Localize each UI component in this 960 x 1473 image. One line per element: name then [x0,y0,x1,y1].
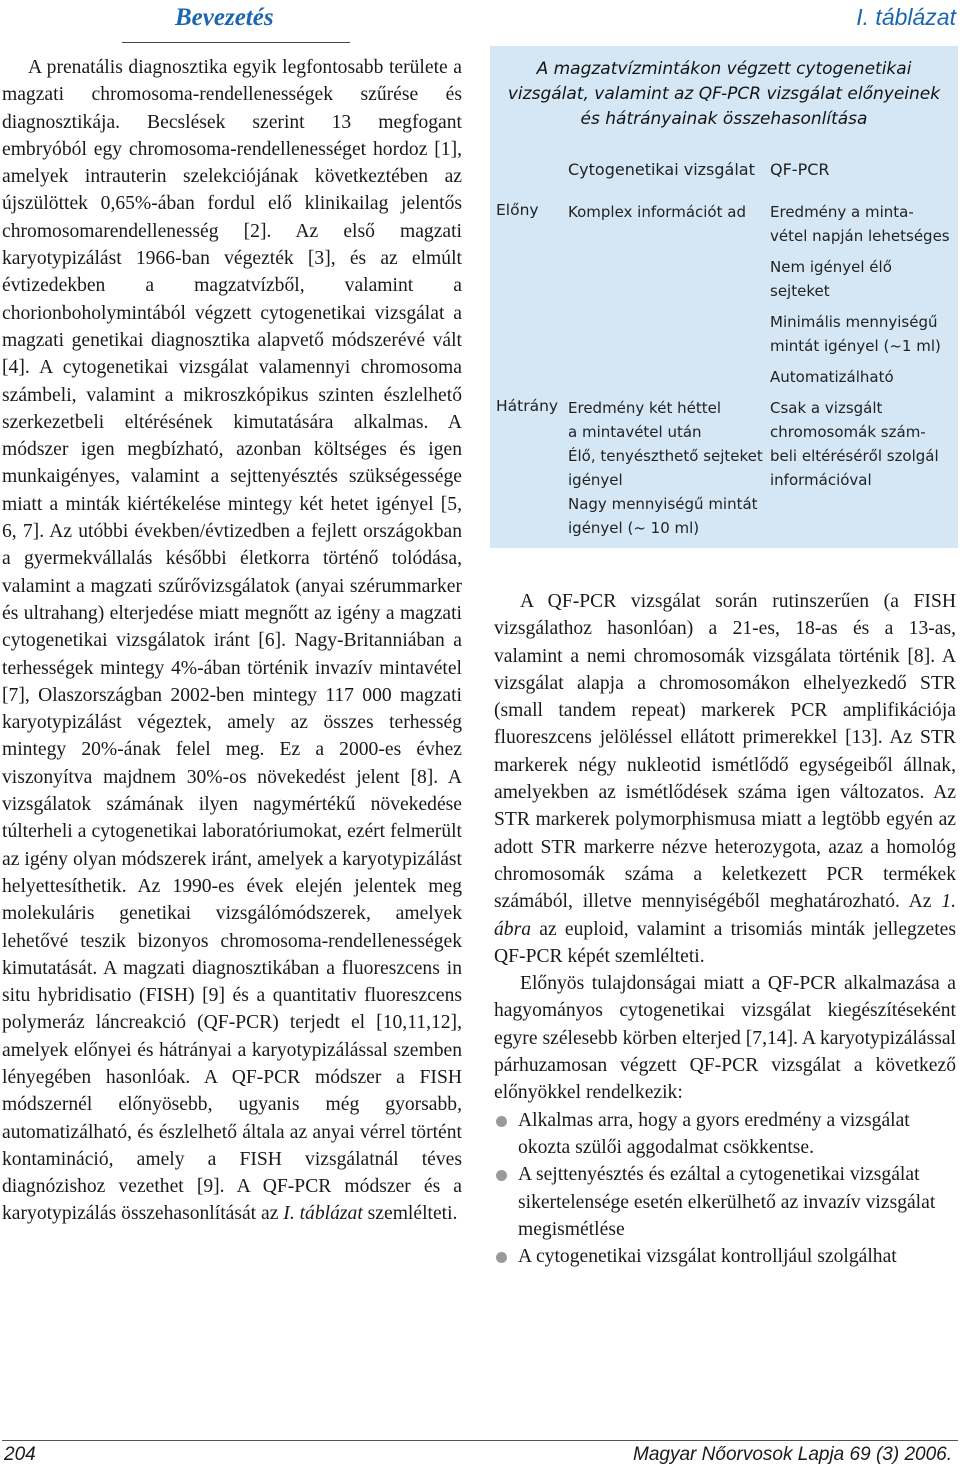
journal-citation: Magyar Nőorvosok Lapja 69 (3) 2006. [633,1444,952,1465]
cell-advantage-qfpcr [770,200,950,389]
intro-text: A prenatális diagnosztika egyik legfontosabb területe a magzati chromosoma-rendellenességek szűrése és diagnosztikája. Becslések szerint 13 megfogant embryóból egy chromosoma-rendellenességet hordoz [1], amelyek intrauterin szelekciójának következtében az újszülöttek 0,65%-ában fordul elő klinikailag jelentős chromosomarendellenesség [2]. Az első magzati karyotypizálást 1966-ban végezték [3], és az elmúlt évtizedekben a magzatvízből, valamint a chorionboholymintából végzett cytogenetikai vizsgálat a magzati genetikai diagnosztika alapvető módszerévé vált [4]. A cytogenetikai vizsgálat valamennyi chromosoma számbeli, valamint a mikroszkópikus szinten észlelhető szerkezetbeli eltérésének kimutatására alkalmas. A módszer igen megbízható, azonban költséges és igen munkaigényes, valamint a sejttenyésztés szükségessége miatt a minták kiértékelése mintegy két hetet igényel [5, 6, 7]. Az utóbbi években/évtizedben a fejlett országokban a gyermekvállalás későbbi életkorra történő tolódása, valamint a magzati szűrővizsgálatok (anyai szérummarker és ultrahang) elterjedése miatt megnőtt az igény a magzati cytogenetikai vizsgálatok iránt [6]. Nagy-Britanniában a terhességek mintegy 4%-ában történik invazív mintavétel [7], Olaszországban 2002-ben mintegy 117 000 magzati karyotypizálást végeztek, amely az összes terhesség mintegy 20%-ának felel meg. Ez a 2000-es évhez viszonyítva majdnem 30%-os növekedést jelent [8]. A vizsgálatok számának ilyen nagymértékű növekedése túlterheli a cytogenetikai laboratóriumokat, ezért felmerült az igény olyan módszerek iránt, amelyek a karyotypizálást helyettesíthetik. Az 1990-es évek elején jelentek meg molekuláris genetikai vizsgálómódszerek, amelyek lehetővé teszik bizonyos chromosoma-rendellenességek kimutatását. A magzati diagnosztikában a fluoreszcens in situ hybridisatio (FISH) [9] és a quantitativ fluoreszcens polymeráz láncreakció (QF-PCR) terjedt el [10,11,12], amelyek előnyei és hátrányai a karyotypizálással szemben lényegében hasonlóak. A QF-PCR módszer a FISH módszernél előnyösebb, ugyanis még gyorsabb, automatizálható, és észlelhető általa az anyai vérrel történt kontamináció, amely a FISH vizsgálatnál téves diagnózishoz vezethet [9]. A QF-PCR módszer és a karyotypizálás összehasonlítását az [2,57,462,1225]
cell-line: Csak a vizsgált [770,399,883,417]
cell-line: Nagy mennyiségű mintát [568,495,758,513]
advantages-paragraph: Előnyös tulajdonságai miatt a QF-PCR alkalmazása a hagyományos cytogenetikai vizsgálat kiegészítéseként egyre szélesebb körben elterjed [7,14]. A karyotypizálással párhuzamosan végzett QF-PCR vizsgálat a következő előnyökkel rendelkezik: [494,973,956,1104]
cell-line: Élő, tenyészthető sejteket [568,447,763,465]
cell-line: beli eltéréséről szolgál [770,447,939,465]
cell-disadvantage-cytogenetics [568,396,763,540]
page-number: 204 [4,1444,36,1465]
cell-line: mintát igényel (~1 ml) [770,337,941,355]
cell-advantage-cytogenetics [568,200,746,224]
cell-line: igényel [568,471,623,489]
row-label-advantage: Előny [496,201,539,219]
cell-line: Eredmény két héttel [568,399,721,417]
intro-text-end: szemlélteti. [367,1203,458,1225]
right-column [494,588,956,1270]
bullet-icon [496,1252,507,1263]
cell-line: Automatizálható [770,368,894,386]
list-item-text: A cytogenetikai vizsgálat kontrolljául szolgálhat [518,1246,897,1268]
cell-line: vétel napján lehetséges [770,227,950,245]
section-heading: Bevezetés [175,4,274,31]
table-title: A magzatvízmintákon végzett cytogenetikai vizsgálat, valamint az QF-PCR vizsgálat előnyeinek és hátrányainak összehasonlítása [507,59,941,129]
list-item-text: A sejttenyésztés és ezáltal a cytogenetikai vizsgálat sikertelensége esetén elkerülhető az invazív vizsgálat megismétlése [518,1164,936,1240]
cell-line: Komplex információt ad [568,203,746,221]
qfpcr-text-end: az euploid, valamint a trisomiás minták jellegzetes QF-PCR képét szemlélteti. [494,918,956,967]
cell-line: chromosomák szám- [770,423,926,441]
table-label: I. táblázat [856,4,956,30]
list-item [494,1243,956,1270]
intro-paragraph [2,54,462,1228]
comparison-table [490,46,958,548]
figure-reference: 1. ábra [494,891,956,940]
list-item [494,1161,956,1243]
col-header-qfpcr: QF-PCR [770,160,830,179]
list-item-text: Alkalmas arra, hogy a gyors eredmény a vizsgálat okozta szülői aggodalmat csökkentse. [518,1109,910,1158]
cell-line: igényel (~ 10 ml) [568,519,700,537]
col-header-cytogenetics: Cytogenetikai vizsgálat [568,160,755,179]
qfpcr-paragraph [494,588,956,970]
list-item [494,1107,956,1162]
left-column [2,54,462,1228]
qfpcr-text: A QF-PCR vizsgálat során rutinszerűen (a FISH vizsgálathoz hasonlóan) a 21-es, 18-as és a 13-as, valamint a nemi chromosomák vizsgálata történik [8]. A vizsgálat alapja a chromosomákon elhelyezkedő STR (small tandem repeat) markerek PCR amplifikációja fluoreszcens jelöléssel ellátott primerekkel [13]. Az STR markerek négy nukleotid ismétlődő egységeiből állnak, amelyekben az ismétlődések száma igen változatos. Az STR markerek polymorphismusa miatt a legtöbb egyén az adott STR markerre nézve heterozygota, azaz a homológ chromosomák száma a keletkezett PCR termékek számából, illetve mennyiségéből meghatározható. Az [494,591,956,913]
cell-line: információval [770,471,872,489]
heading-rule [122,42,350,43]
bullet-icon [496,1116,507,1127]
cell-line: Nem igényel élő [770,258,892,276]
cell-line: a mintavétel után [568,423,702,441]
cell-line: sejteket [770,282,830,300]
table-reference: I. táblázat [283,1203,363,1225]
footer-rule [2,1440,958,1441]
row-label-disadvantage: Hátrány [496,397,559,415]
bullet-icon [496,1170,507,1181]
cell-disadvantage-qfpcr [770,396,939,492]
advantages-list [494,1107,956,1271]
cell-line: Eredmény a minta- [770,203,914,221]
cell-line: Minimális mennyiségű [770,313,938,331]
